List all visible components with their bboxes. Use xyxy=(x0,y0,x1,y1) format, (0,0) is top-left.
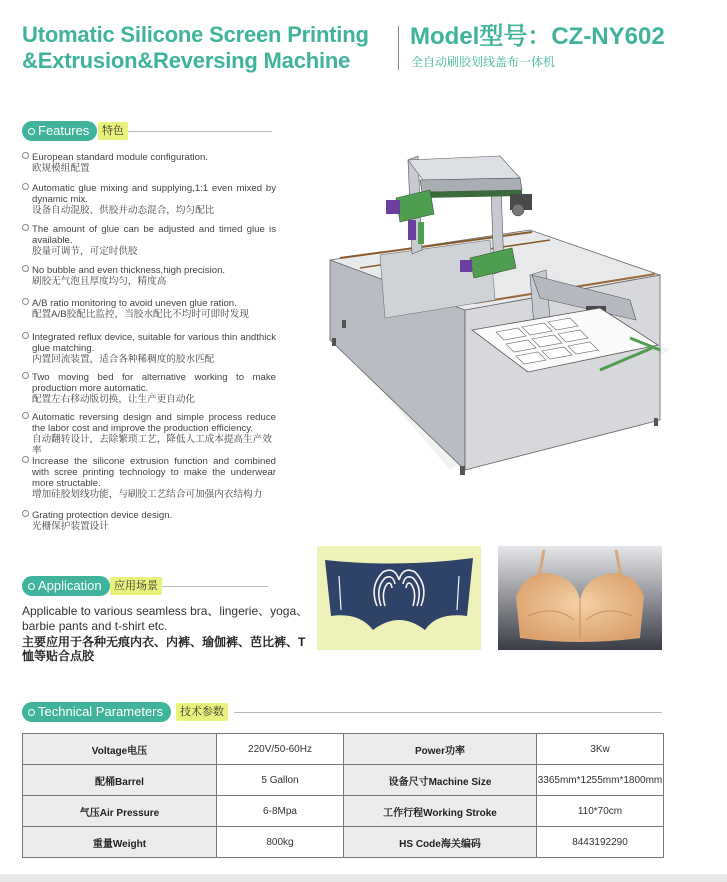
spec-value: 8443192290 xyxy=(537,827,664,858)
spec-label: 设备尺寸Machine Size xyxy=(344,765,537,796)
spec-value: 3Kw xyxy=(537,734,664,765)
spec-label: Power功率 xyxy=(344,734,537,765)
circle-bullet-icon xyxy=(28,709,35,716)
feature-item: Automatic glue mixing and supplying,1:1 even mixed by dynamic mix. 设备自动混胶、供胶并动态混合，均匀配比 xyxy=(22,183,276,216)
spec-label: 工作行程Working Stroke xyxy=(344,796,537,827)
product-photo-seamless-bra xyxy=(498,546,662,650)
product-title xyxy=(22,22,394,74)
application-section-header xyxy=(22,576,268,596)
model-chinese-name: 全自动刷胶划线盖布一体机 xyxy=(411,55,556,69)
circle-bullet-icon xyxy=(28,128,35,135)
features-section-header xyxy=(22,121,272,141)
product-photo-printed-bra xyxy=(317,546,481,650)
feature-item: Grating protection device design. 光栅保护装置设计 xyxy=(22,510,276,532)
features-cn-tag: 特色 xyxy=(98,122,128,140)
application-label: Application xyxy=(38,578,102,593)
spec-label: HS Code海关编码 xyxy=(344,827,537,858)
spec-value: 3365mm*1255mm*1800mm xyxy=(537,765,664,796)
section-divider xyxy=(234,712,662,713)
feature-item: Integrated reflux device, suitable for various thin andthick glue matching. 内置回流装置，适合各种稀稠度的胶水匹配 xyxy=(22,332,276,365)
feature-item: European standard module configuration. 欧规模组配置 xyxy=(22,152,276,174)
technical-pill xyxy=(22,702,171,722)
section-divider xyxy=(162,586,268,587)
feature-item: A/B ratio monitoring to avoid uneven glue ration. 配置A/B胶配比监控，当胶水配比不均时可即时发现 xyxy=(22,298,276,320)
spec-value: 220V/50-60Hz xyxy=(217,734,344,765)
spec-value: 800kg xyxy=(217,827,344,858)
spec-value: 5 Gallon xyxy=(217,765,344,796)
specs-table xyxy=(22,733,664,858)
title-line-2: &Extrusion&Reversing Machine xyxy=(22,48,351,73)
features-label: Features xyxy=(38,123,90,138)
spec-label: 气压Air Pressure xyxy=(23,796,217,827)
spec-value: 6-8Mpa xyxy=(217,796,344,827)
circle-bullet-icon xyxy=(28,583,35,590)
spec-label: Voltage电压 xyxy=(23,734,217,765)
application-cn-tag: 应用场景 xyxy=(110,577,162,595)
technical-cn-tag: 技术参数 xyxy=(176,703,228,721)
title-divider xyxy=(398,26,399,70)
title-line-1: Utomatic Silicone Screen Printing xyxy=(22,22,369,47)
feature-item: Increase the silicone extrusion function and combined with scree printing technology to make the underwear more structable. 增加硅胶划线功能，与刷胶工艺结合可加强内衣结构力 xyxy=(22,456,276,500)
application-description: Applicable to various seamless bra、lingerie、yoga、barbie pants and t-shirt etc. xyxy=(22,604,309,633)
feature-item: Two moving bed for alternative working to make production more automatic. 配置左右移动版切换，让生产更自动化 xyxy=(22,372,276,405)
spec-value: 110*70cm xyxy=(537,796,664,827)
features-pill xyxy=(22,121,97,141)
feature-item: Automatic reversing design and simple process reduce the labor cost and improve the production efficiency. 自动翻转设计，去除繁琐工艺，降低人工成本提高生产效率 xyxy=(22,412,276,456)
table-row xyxy=(23,827,664,858)
table-row xyxy=(23,765,664,796)
spec-label: 重量Weight xyxy=(23,827,217,858)
section-divider xyxy=(128,131,272,132)
machine-illustration xyxy=(300,150,672,480)
model-number: Model型号：CZ-NY602 xyxy=(410,23,665,50)
feature-item: The amount of glue can be adjusted and timed glue is available. 胶量可调节，可定时供胶 xyxy=(22,224,276,257)
technical-label: Technical Parameters xyxy=(38,704,163,719)
feature-item: No bubble and even thickness,high precision. 刷胶无气泡且厚度均匀，精度高 xyxy=(22,265,276,287)
application-description-cn: 主要应用于各种无痕内衣、内裤、瑜伽裤、芭比裤、T恤等贴合点胶 xyxy=(22,635,306,663)
spec-label: 配桶Barrel xyxy=(23,765,217,796)
viewer-toolbar xyxy=(0,874,727,882)
table-row xyxy=(23,796,664,827)
technical-section-header xyxy=(22,702,662,722)
table-row xyxy=(23,734,664,765)
application-pill xyxy=(22,576,110,596)
